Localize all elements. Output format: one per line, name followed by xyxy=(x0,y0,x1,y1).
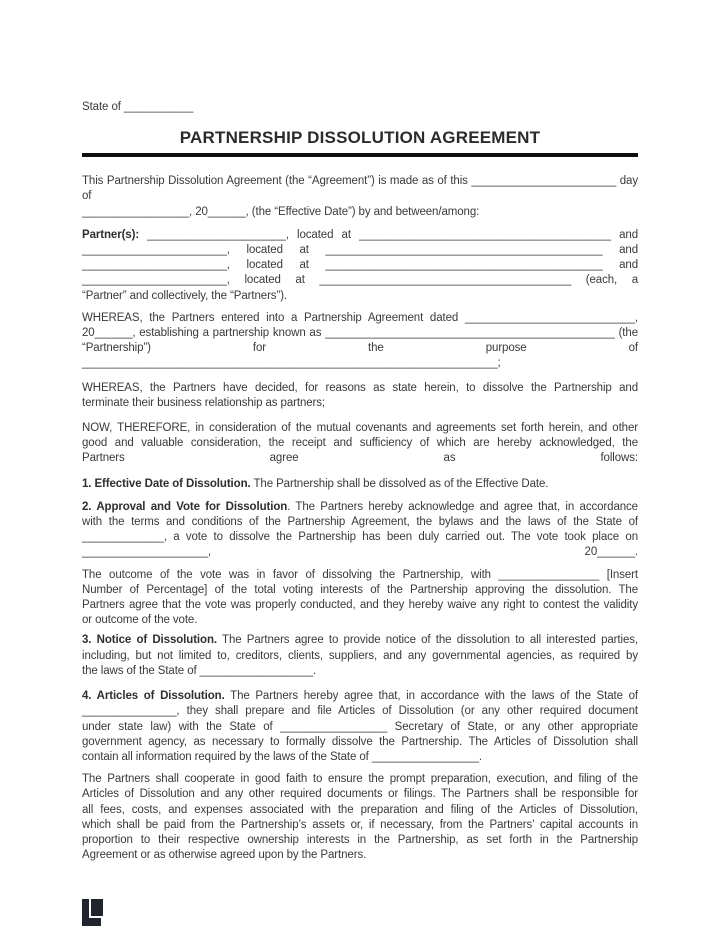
document-line: _____________, a vote to dissolve the Partnership has been duly carried out. The vote took place on xyxy=(82,531,638,544)
document-line: Number of Percentage] of the total voting interests of the Partnership approving the dissolution. The xyxy=(82,583,638,596)
document-line: _________________, 20______, (the “Effective Date”) by and between/among: xyxy=(82,205,480,218)
document-line xyxy=(82,477,638,492)
document-line: or outcome of the vote. xyxy=(82,614,198,627)
document-line xyxy=(82,689,638,704)
document-line: government agency, as necessary to formally dissolve the Partnership. The Articles of Dissolution shall xyxy=(82,735,638,748)
document-line: which shall be paid from the Partnership’s assets or, if necessary, from the Partners’ capital accounts in xyxy=(82,818,638,831)
page-title: PARTNERSHIP DISSOLUTION AGREEMENT xyxy=(179,128,541,148)
document-line: “Partner” and collectively, the “Partners”). xyxy=(82,289,288,302)
document-line: WHEREAS, the Partners entered into a Partnership Agreement dated ___________________________, xyxy=(82,311,638,324)
section-4-heading: 4. Articles of Dissolution. xyxy=(82,690,225,703)
document-line: _______________________, located at ____________________________________________ and xyxy=(82,259,638,272)
document-line: WHEREAS, the Partners have decided, for reasons as state herein, to dissolve the Partnership and xyxy=(82,381,638,394)
document-line: proportion to their respective ownership interests in the Partnership, as set forth in the Partnership xyxy=(82,833,638,846)
legaltemplates-logo-icon xyxy=(82,899,103,926)
section-4-articles xyxy=(82,689,638,765)
section-2-text: . The Partners hereby acknowledge and agree that, in accordance xyxy=(287,500,638,513)
section-3-heading: 3. Notice of Dissolution. xyxy=(82,634,217,647)
document-line: Agreement or as otherwise agreed upon by the Partners. xyxy=(82,849,367,862)
document-line: This Partnership Dissolution Agreement (the “Agreement”) is made as of this _______________________ day of xyxy=(82,175,638,203)
whereas-dissolve-paragraph xyxy=(82,381,638,411)
document-line: ____________________, 20______. xyxy=(82,546,638,559)
section-1-effective-date xyxy=(82,477,638,492)
document-line: “Partnership”) for the purpose of __________________________________________________________________; xyxy=(82,342,638,370)
document-line: 20______, establishing a partnership known as ______________________________________________ (the xyxy=(82,327,638,340)
document-line: with the terms and conditions of the Partnership Agreement, the bylaws and the laws of the State of xyxy=(82,516,638,529)
now-therefore-paragraph xyxy=(82,421,638,467)
document-line: _______________, they shall prepare and file Articles of Dissolution (or any other required document xyxy=(82,705,638,718)
partners-line-rest: ______________________, located at ________________________________________ and xyxy=(139,228,638,241)
document-line: terminate their business relationship as partners; xyxy=(82,396,326,409)
logo-right-block xyxy=(91,899,103,916)
whereas-partnership-paragraph xyxy=(82,311,638,372)
document-line: Articles of Dissolution and any other required documents or filings. The Partners shall be responsible for xyxy=(82,788,638,801)
document-line: good and valuable consideration, the receipt and sufficiency of which are hereby acknowledged, the xyxy=(82,437,638,450)
logo-bottom-bar xyxy=(82,918,101,926)
cooperation-paragraph xyxy=(82,772,638,863)
document-line: under state law) with the State of _________________ Secretary of State, or any other appropriate xyxy=(82,720,638,733)
document-line: including, but not limited to, creditors, clients, suppliers, and any governmental agencies, as required by xyxy=(82,649,638,662)
document-line: contain all information required by the laws of the State of _________________. xyxy=(82,750,482,763)
section-3-notice xyxy=(82,633,638,679)
section-4-text: The Partners hereby agree that, in accordance with the laws of the State of xyxy=(224,690,638,703)
document-line: the laws of the State of __________________. xyxy=(82,664,317,677)
section-1-text: The Partnership shall be dissolved as of the Effective Date. xyxy=(250,477,549,490)
document-line xyxy=(82,633,638,648)
document-line: _______________________, located at ____________________________________________ and xyxy=(82,244,638,257)
section-1-heading: 1. Effective Date of Dissolution. xyxy=(82,477,251,490)
section-2-approval-vote xyxy=(82,500,638,561)
section-2-heading: 2. Approval and Vote for Dissolution xyxy=(82,500,288,513)
document-line: Partners agree that the vote was properly conducted, and they hereby waive any right to contest the validity xyxy=(82,599,638,612)
document-line: The outcome of the vote was in favor of dissolving the Partnership, with ________________ [Insert xyxy=(82,568,638,581)
document-line: NOW, THEREFORE, in consideration of the mutual covenants and agreements set forth herein, and other xyxy=(82,422,638,435)
title-rule xyxy=(82,153,638,157)
section-3-text: The Partners agree to provide notice of the dissolution to all interested parties, xyxy=(216,634,638,647)
vote-outcome-paragraph xyxy=(82,568,638,629)
partners-paragraph xyxy=(82,228,638,304)
document-line: The Partners shall cooperate in good faith to ensure the prompt preparation, execution, and filing of the xyxy=(82,773,638,786)
document-line xyxy=(82,228,638,243)
document-line: all fees, costs, and expenses associated with the preparation and filing of the Articles of Dissolution, xyxy=(82,803,638,816)
document-line: _______________________, located at ________________________________________ (each, a xyxy=(82,274,638,287)
document-line: Partners agree as follows: xyxy=(82,452,638,465)
document-line xyxy=(82,500,638,515)
state-line: State of ___________ xyxy=(82,101,194,113)
intro-paragraph xyxy=(82,174,638,220)
partners-label: Partner(s): xyxy=(82,228,140,241)
